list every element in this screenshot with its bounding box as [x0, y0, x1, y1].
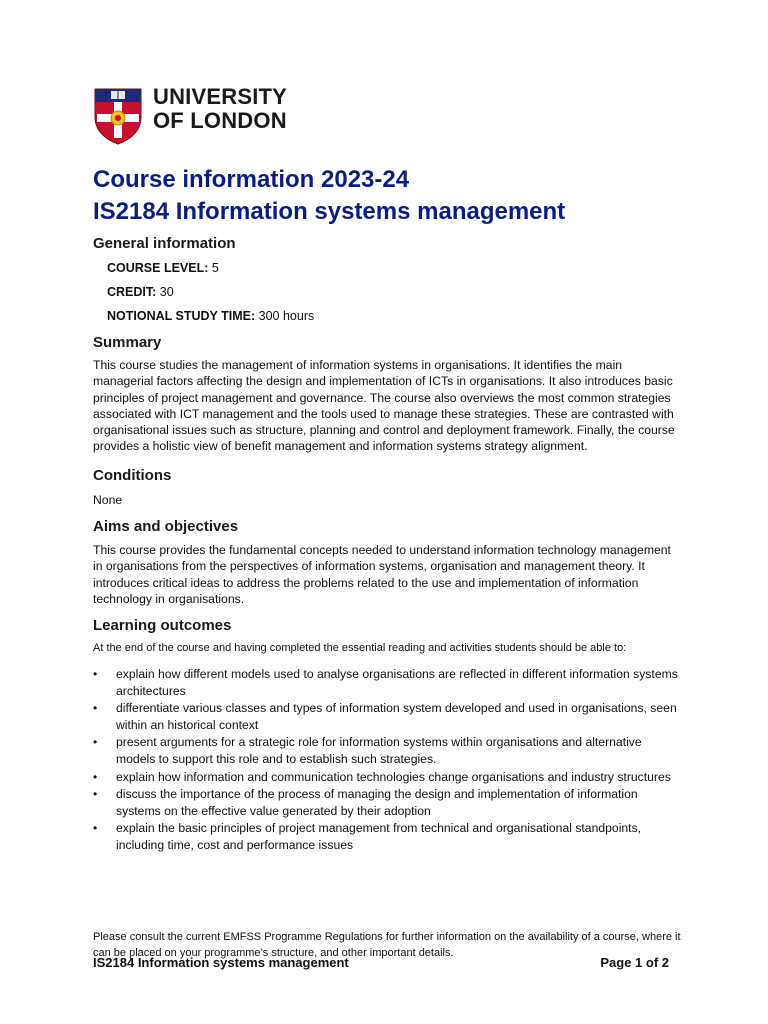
regulations-note: Please consult the current EMFSS Programme Regulations for further information on the availability of a course, where it can be placed on your programme’s structure, and other important details. — [93, 931, 681, 959]
conditions-heading: Conditions — [93, 466, 172, 484]
list-item — [93, 769, 683, 786]
learning-outcomes-heading: Learning outcomes — [93, 617, 232, 635]
bullet-icon: • — [93, 820, 98, 835]
list-item — [93, 666, 683, 700]
summary-text: This course studies the management of information systems in organisations. It identifies the main managerial factors affecting the design and implementation of ICTs in organisations. It also introduces basic principles of project management and governance. The course also overviews the most common strategies associated with ICT management and the tools used to manage these strategies. These are contrasted with organisational issues such as structure, planning and control and deployment framework. Finally, the course provides a holistic view of benefit management and information systems strategy alignment. — [93, 358, 675, 454]
title-block — [93, 164, 713, 228]
aims-text: This course provides the fundamental concepts needed to understand information technology management in organisations from the perspectives of information systems, organisation and management theory. It introduces critical ideas to address the problems related to the use and implementation of information technology in organisations. — [93, 543, 671, 606]
learning-outcomes-list — [93, 666, 683, 853]
aims-heading: Aims and objectives — [93, 518, 239, 536]
summary-heading: Summary — [93, 334, 162, 351]
list-item-text: explain the basic principles of project management from technical and organisational standpoints, including time, cost and performance issues — [116, 820, 642, 852]
list-item-text: discuss the importance of the process of managing the design and implementation of information systems on the effective value generated by their adoption — [116, 786, 638, 818]
conditions-text: None — [93, 492, 123, 507]
course-level-row — [93, 256, 683, 280]
list-item — [93, 700, 683, 734]
study-time-value: 300 hours — [255, 309, 315, 323]
course-level-label: COURSE LEVEL: — [107, 261, 209, 275]
bullet-icon: • — [93, 769, 98, 784]
bullet-icon: • — [93, 701, 98, 716]
page-title-line-2: IS2184 Information systems management — [93, 198, 566, 225]
page-number: Page 1 of 2 — [600, 955, 669, 970]
university-logo — [93, 85, 293, 147]
list-item — [93, 786, 683, 820]
document-body — [93, 233, 683, 854]
credit-value: 30 — [156, 285, 174, 299]
list-item-text: present arguments for a strategic role for information systems within organisations and alternative models to support this role and to establish such strategies. — [116, 735, 642, 767]
course-level-value: 5 — [208, 261, 219, 275]
logo-wordmark: UNIVERSITY OF LONDON — [153, 84, 288, 133]
bullet-icon: • — [93, 667, 98, 682]
bullet-icon: • — [93, 735, 98, 750]
study-time-label: NOTIONAL STUDY TIME: — [107, 309, 256, 323]
page-footer — [93, 955, 669, 975]
learning-outcomes-intro: At the end of the course and having completed the essential reading and activities students should be able to: — [93, 642, 627, 655]
list-item-text: differentiate various classes and types of information system developed and used in organisations, seen within an historical context — [116, 701, 677, 733]
credit-row — [93, 280, 683, 304]
general-info-heading: General information — [93, 235, 236, 252]
page-title-line-1: Course information 2023-24 — [93, 166, 410, 193]
list-item — [93, 734, 683, 768]
footer-course-title: IS2184 Information systems management — [93, 955, 349, 970]
list-item-text: explain how information and communication technologies change organisations and industry structures — [116, 769, 671, 784]
credit-label: CREDIT: — [107, 285, 157, 299]
bullet-icon: • — [93, 786, 98, 801]
university-crest-icon — [93, 87, 143, 145]
study-time-row — [93, 304, 683, 328]
list-item-text: explain how different models used to analyse organisations are reflected in different information systems architectures — [116, 667, 678, 699]
list-item — [93, 820, 683, 854]
